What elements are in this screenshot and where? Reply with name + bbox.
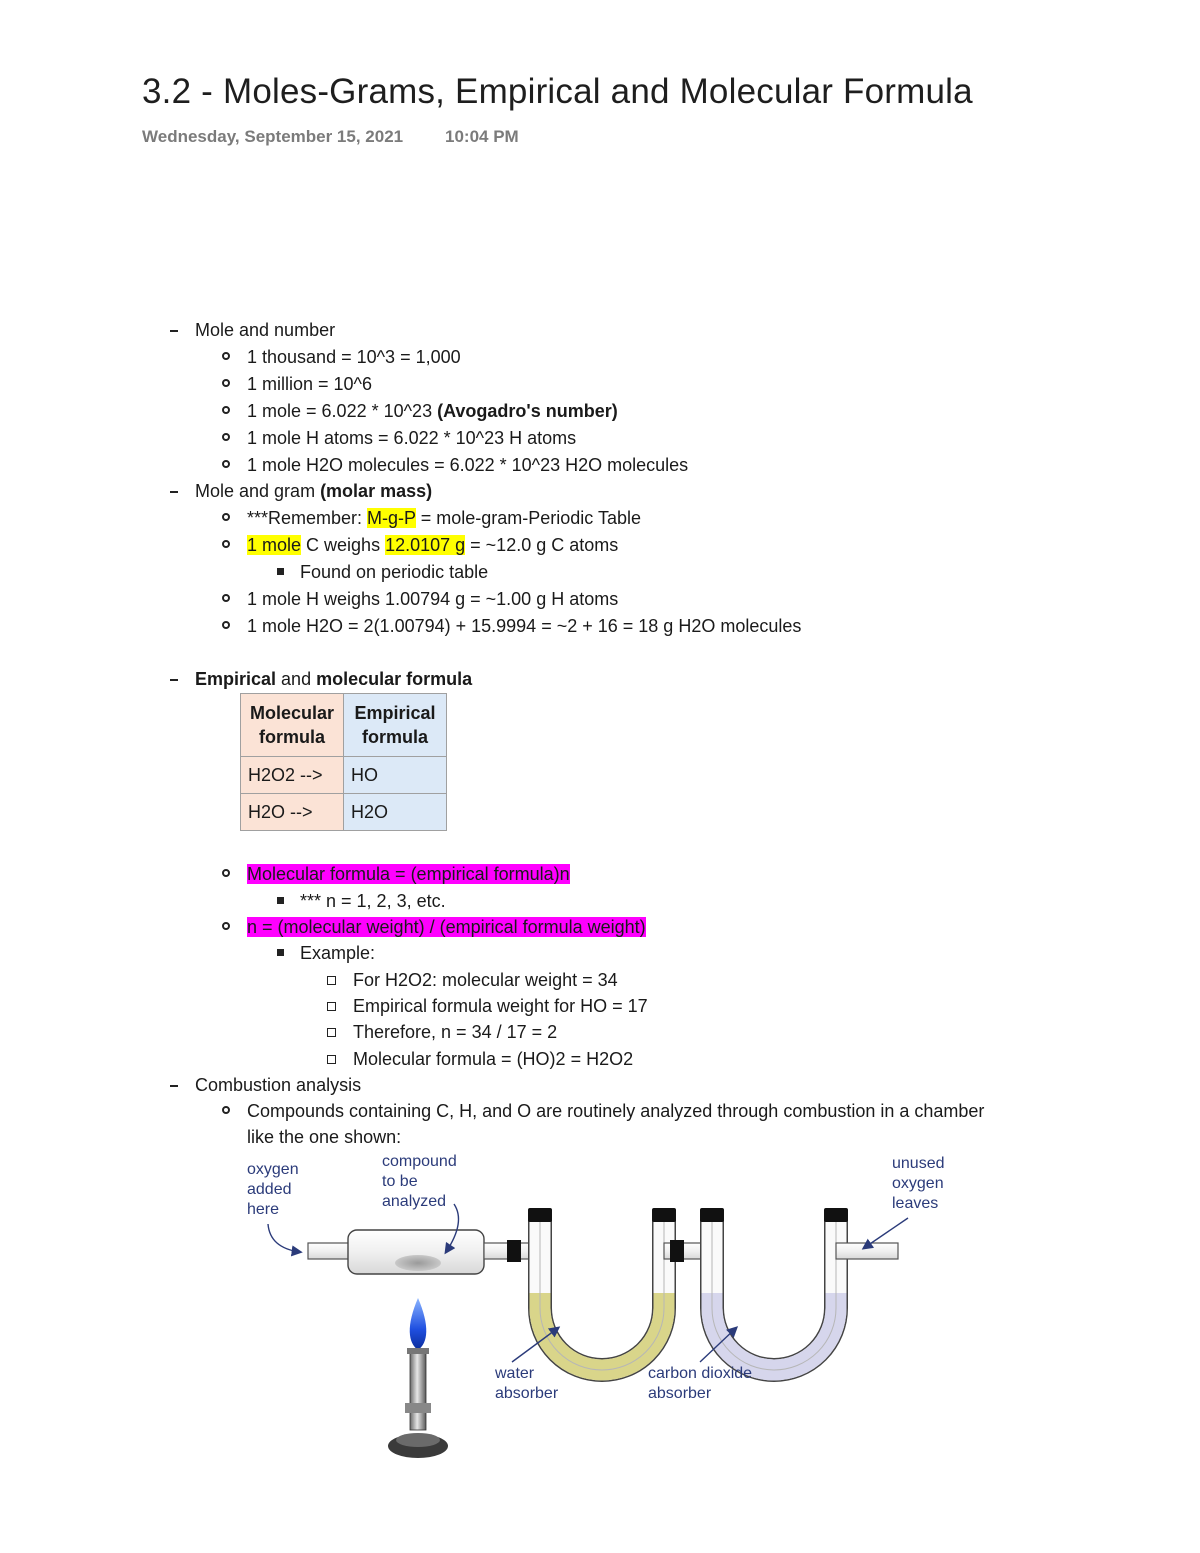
list-item: Example:	[300, 943, 376, 963]
open-square-bullet	[327, 1055, 336, 1064]
highlight-one-mole: 1 mole	[247, 535, 302, 555]
table-row	[241, 794, 447, 831]
label-unused: leaves	[892, 1195, 939, 1212]
header-line: formula	[361, 727, 428, 747]
section-heading: Combustion analysis	[195, 1075, 362, 1095]
dash-bullet	[170, 679, 178, 681]
circle-bullet	[222, 540, 230, 548]
label-unused: unused	[892, 1155, 945, 1172]
circle-bullet	[222, 594, 230, 602]
dash-bullet	[170, 491, 178, 493]
burner-base-top	[396, 1433, 440, 1447]
circle-bullet	[222, 1106, 230, 1114]
circle-bullet	[222, 460, 230, 468]
square-bullet	[277, 568, 284, 575]
heading-text: and	[276, 669, 317, 689]
dash-bullet	[170, 330, 178, 332]
highlight-carbon-mass: 12.0107 g	[385, 535, 466, 555]
highlight-definition: Molecular formula = (empirical formula)n	[247, 864, 570, 884]
avogadro-label: (Avogadro's number)	[437, 401, 618, 421]
list-item: Compounds containing C, H, and O are routinely analyzed through combustion in a chamber	[247, 1101, 985, 1121]
open-square-bullet	[327, 976, 336, 985]
section-heading	[195, 479, 432, 503]
remember-prefix: ***Remember:	[247, 508, 368, 528]
list-item	[247, 506, 641, 530]
list-item: 1 mole H2O molecules = 6.022 * 10^23 H2O molecules	[247, 455, 689, 475]
header-line: Empirical	[354, 703, 436, 723]
list-item: Empirical formula weight for HO = 17	[353, 996, 648, 1016]
list-item: 1 million = 10^6	[247, 374, 373, 394]
list-item-continuation: like the one shown:	[247, 1127, 402, 1147]
stopper	[507, 1240, 521, 1262]
heading-bold: Empirical	[195, 669, 277, 689]
table-cell: H2O	[344, 794, 447, 831]
circle-bullet	[222, 379, 230, 387]
list-item: Therefore, n = 34 / 17 = 2	[353, 1022, 558, 1042]
carbon-suffix: = ~12.0 g C atoms	[465, 535, 619, 555]
label-oxygen: here	[247, 1201, 280, 1218]
label-co2: carbon dioxide	[648, 1365, 753, 1382]
open-square-bullet	[327, 1002, 336, 1011]
list-item	[247, 533, 618, 557]
list-item: 1 thousand = 10^3 = 1,000	[247, 347, 461, 367]
table-cell: H2O -->	[241, 794, 344, 831]
heading-bold: molecular formula	[316, 669, 473, 689]
label-water: absorber	[495, 1385, 559, 1402]
circle-bullet	[222, 406, 230, 414]
open-square-bullet	[327, 1028, 336, 1037]
carbon-mid: C weighs	[301, 535, 386, 555]
table-header-row	[241, 694, 447, 757]
table-cell: HO	[344, 757, 447, 794]
page-date: Wednesday, September 15, 2021	[142, 127, 404, 146]
list-item: For H2O2: molecular weight = 34	[353, 970, 618, 990]
highlight-mgp: M-g-P	[367, 508, 416, 528]
heading-text: Mole and gram	[195, 481, 321, 501]
inlet-tube	[308, 1243, 353, 1259]
highlight-definition: n = (molecular weight) / (empirical formula weight)	[247, 917, 646, 937]
stopper	[824, 1208, 848, 1222]
header-line: formula	[258, 727, 325, 747]
header-line: Molecular	[249, 703, 335, 723]
remember-suffix: = mole-gram-Periodic Table	[415, 508, 641, 528]
dash-bullet	[170, 1085, 178, 1087]
bunsen-burner	[410, 1350, 426, 1430]
label-oxygen: oxygen	[247, 1161, 299, 1178]
table-header	[241, 694, 344, 757]
list-item: 1 mole H atoms = 6.022 * 10^23 H atoms	[247, 428, 577, 448]
page-time: 10:04 PM	[445, 127, 519, 146]
list-item: 1 mole H2O = 2(1.00794) + 15.9994 = ~2 + 16 = 18 g H2O molecules	[247, 616, 802, 636]
stopper	[652, 1208, 676, 1222]
combustion-apparatus-diagram	[240, 1148, 960, 1478]
table-cell: H2O2 -->	[241, 757, 344, 794]
sample-dish	[395, 1255, 441, 1271]
table-row	[241, 757, 447, 794]
stopper	[670, 1240, 684, 1262]
circle-bullet	[222, 621, 230, 629]
page-title: 3.2 - Moles-Grams, Empirical and Molecular Formula	[142, 72, 973, 111]
avogadro-statement: 1 mole = 6.022 * 10^23	[247, 401, 438, 421]
circle-bullet	[222, 433, 230, 441]
label-compound: compound	[382, 1153, 457, 1170]
section-heading	[195, 667, 472, 691]
label-compound: analyzed	[382, 1193, 447, 1210]
table-header	[344, 694, 447, 757]
circle-bullet	[222, 513, 230, 521]
list-item: 1 mole H weighs 1.00794 g = ~1.00 g H atoms	[247, 589, 619, 609]
list-item: Found on periodic table	[300, 562, 489, 582]
square-bullet	[277, 897, 284, 904]
arrow-oxygen	[268, 1224, 300, 1252]
list-item	[247, 862, 570, 886]
circle-bullet	[222, 869, 230, 877]
list-item	[247, 399, 618, 423]
square-bullet	[277, 949, 284, 956]
section-heading: Mole and number	[195, 320, 336, 340]
list-item: Molecular formula = (HO)2 = H2O2	[353, 1049, 634, 1069]
circle-bullet	[222, 922, 230, 930]
label-unused: oxygen	[892, 1175, 944, 1192]
stopper	[528, 1208, 552, 1222]
label-oxygen: added	[247, 1181, 292, 1198]
formula-table	[240, 693, 447, 831]
label-compound: to be	[382, 1173, 418, 1190]
list-item: *** n = 1, 2, 3, etc.	[300, 891, 446, 911]
list-item	[247, 915, 646, 939]
stopper	[700, 1208, 724, 1222]
burner-collar	[407, 1348, 429, 1354]
heading-bold: (molar mass)	[320, 481, 433, 501]
burner-valve	[405, 1403, 431, 1413]
flame	[410, 1298, 427, 1350]
label-water: water	[495, 1365, 535, 1382]
label-co2: absorber	[648, 1385, 712, 1402]
circle-bullet	[222, 352, 230, 360]
